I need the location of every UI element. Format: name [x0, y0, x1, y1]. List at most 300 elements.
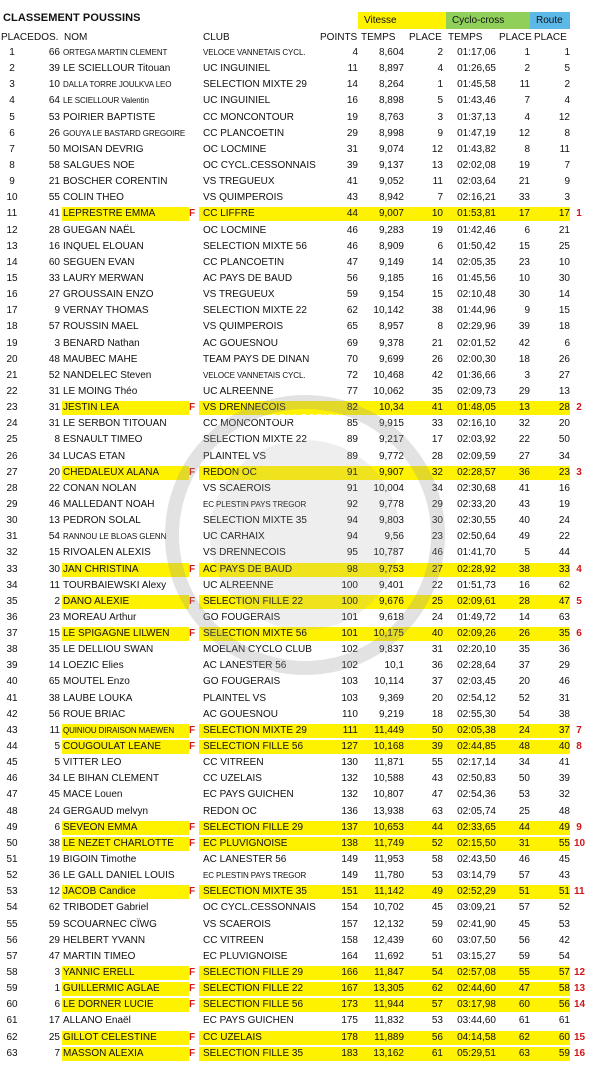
- row-name: PEDRON SOLAL: [63, 515, 141, 527]
- row-vitesse-place: 32: [431, 466, 443, 478]
- row-points: 82: [346, 402, 358, 414]
- row-vitesse-time: 8,763: [378, 111, 404, 123]
- row-place: 27: [6, 466, 18, 478]
- row-vitesse-time: 8,909: [378, 240, 404, 252]
- row-name: LE BIHAN CLEMENT: [63, 773, 160, 785]
- row-route-place: 23: [558, 466, 570, 478]
- row-vitesse-place: 20: [431, 692, 443, 704]
- row-club: SELECTION MIXTE 35: [203, 886, 307, 898]
- row-name: BENARD Nathan: [63, 337, 140, 349]
- row-name: SEVEON EMMA: [63, 821, 138, 833]
- row-club: SELECTION FILLE 56: [203, 999, 304, 1011]
- row-vitesse-time: 9,803: [378, 515, 404, 527]
- row-club: EC PLUVIGNOISE: [203, 837, 288, 849]
- table-row: [0, 368, 600, 384]
- row-cyclo-time: 02:55,30: [457, 708, 496, 720]
- row-club: GO FOUGERAIS: [203, 676, 281, 688]
- table-row: [0, 126, 600, 142]
- row-vitesse-time: 10,702: [373, 902, 404, 914]
- col-header-route-place: PLACE: [534, 32, 567, 43]
- row-vitesse-place: 40: [431, 628, 443, 640]
- row-vitesse-place: 61: [431, 1047, 443, 1059]
- row-club: VS SCAEROIS: [203, 482, 271, 494]
- col-header-dos: DOS.: [34, 32, 59, 43]
- table-row: [0, 142, 600, 158]
- row-vitesse-time: 12,132: [373, 918, 404, 930]
- row-vitesse-place: 60: [431, 934, 443, 946]
- table-row: [0, 497, 600, 513]
- row-dos: 35: [48, 644, 60, 656]
- row-girls-rank: 16: [574, 1047, 586, 1059]
- row-points: 47: [346, 256, 358, 268]
- row-cyclo-time: 01:48,05: [457, 402, 496, 414]
- row-points: 43: [346, 192, 358, 204]
- row-cyclo-time: 03:14,79: [457, 870, 496, 882]
- row-cyclo-place: 2: [524, 63, 530, 75]
- row-cyclo-place: 43: [518, 498, 530, 510]
- row-name: MAUBEC MAHE: [63, 353, 138, 365]
- row-club: CC UZELAIS: [203, 773, 262, 785]
- row-girls-rank: 2: [576, 402, 582, 414]
- row-points: 136: [341, 805, 358, 817]
- row-route-place: 29: [558, 660, 570, 672]
- row-cyclo-time: 02:28,64: [457, 660, 496, 672]
- row-route-place: 27: [558, 369, 570, 381]
- row-route-place: 33: [558, 563, 570, 575]
- row-cyclo-time: 02:33,20: [457, 498, 496, 510]
- row-vitesse-time: 10,807: [373, 789, 404, 801]
- row-route-place: 58: [558, 983, 570, 995]
- row-cyclo-place: 28: [518, 595, 530, 607]
- row-girl-flag: F: [188, 628, 196, 640]
- row-place: 48: [6, 805, 18, 817]
- row-dos: 54: [48, 531, 60, 543]
- table-row: [0, 1046, 600, 1062]
- row-dos: 31: [48, 418, 60, 430]
- row-dos: 3: [54, 337, 60, 349]
- row-girls-rank: 11: [574, 886, 585, 898]
- row-place: 63: [6, 1047, 18, 1059]
- row-cyclo-time: 02:16,21: [457, 192, 496, 204]
- row-place: 12: [6, 224, 18, 236]
- row-place: 14: [6, 256, 18, 268]
- row-route-place: 49: [558, 821, 570, 833]
- table-row: [0, 255, 600, 271]
- row-girls-rank: 10: [574, 837, 586, 849]
- row-cyclo-time: 02:03,92: [457, 434, 496, 446]
- row-cyclo-time: 02:09,59: [457, 450, 496, 462]
- row-name: BIGOIN Timothe: [63, 854, 137, 866]
- row-name: ORTEGA MARTIN CLEMENT: [63, 48, 168, 57]
- row-cyclo-place: 11: [519, 79, 530, 91]
- row-club: OC LOCMINE: [203, 224, 267, 236]
- col-header-club: CLUB: [203, 32, 230, 43]
- row-club: VS TREGUEUX: [203, 289, 275, 301]
- row-place: 22: [6, 385, 18, 397]
- row-place: 51: [6, 854, 18, 866]
- row-vitesse-place: 26: [431, 353, 443, 365]
- row-cyclo-place: 52: [518, 692, 530, 704]
- row-vitesse-time: 9,401: [378, 579, 404, 591]
- table-row: [0, 206, 600, 222]
- row-cyclo-time: 01:44,96: [457, 305, 496, 317]
- row-vitesse-time: 9,378: [378, 337, 404, 349]
- row-girls-rank: 15: [574, 1031, 586, 1043]
- row-place: 38: [6, 644, 18, 656]
- row-name: TOURBAIEWSKI Alexy: [63, 579, 167, 591]
- row-cyclo-place: 10: [518, 272, 530, 284]
- table-row: [0, 723, 600, 739]
- row-vitesse-time: 10,468: [373, 369, 404, 381]
- row-cyclo-time: 02:28,57: [457, 466, 496, 478]
- row-name: ROUE BRIAC: [63, 708, 126, 720]
- row-club: VELOCE VANNETAIS CYCL.: [203, 48, 306, 57]
- row-points: 130: [341, 757, 358, 769]
- row-route-place: 2: [564, 79, 570, 91]
- row-route-place: 5: [564, 63, 570, 75]
- row-name: DANO ALEXIE: [63, 595, 130, 607]
- row-points: 157: [341, 918, 358, 930]
- table-row: [0, 400, 600, 416]
- row-route-place: 54: [558, 950, 570, 962]
- row-place: 41: [6, 692, 18, 704]
- row-girls-rank: 13: [574, 983, 586, 995]
- row-cyclo-place: 14: [518, 611, 530, 623]
- row-name: MOUTEL Enzo: [63, 676, 130, 688]
- row-cyclo-time: 02:01,52: [457, 337, 496, 349]
- row-club: SELECTION MIXTE 22: [203, 434, 307, 446]
- row-dos: 17: [48, 1015, 60, 1027]
- row-cyclo-time: 02:50,64: [457, 531, 496, 543]
- row-club: SELECTION MIXTE 29: [203, 724, 307, 736]
- row-vitesse-place: 29: [431, 498, 443, 510]
- row-cyclo-time: 03:07,50: [457, 934, 496, 946]
- row-vitesse-time: 12,439: [373, 934, 404, 946]
- row-name: GROUSSAIN ENZO: [63, 289, 154, 301]
- row-vitesse-time: 10,175: [373, 628, 404, 640]
- row-vitesse-time: 10,787: [373, 547, 404, 559]
- row-vitesse-time: 11,780: [374, 870, 404, 882]
- row-vitesse-time: 8,604: [378, 47, 404, 58]
- table-row: [0, 707, 600, 723]
- row-name: LE GALL DANIEL LOUIS: [63, 870, 175, 882]
- row-cyclo-time: 02:03,64: [457, 176, 496, 188]
- row-club: SELECTION MIXTE 22: [203, 305, 307, 317]
- row-club: SELECTION FILLE 22: [203, 983, 304, 995]
- row-place: 45: [6, 757, 18, 769]
- row-vitesse-place: 17: [431, 434, 443, 446]
- row-place: 1: [9, 47, 15, 58]
- row-name: RIVOALEN ALEXIS: [63, 547, 151, 559]
- row-girl-flag: F: [188, 595, 196, 607]
- row-dos: 24: [48, 805, 60, 817]
- row-route-place: 30: [558, 272, 570, 284]
- row-girls-rank: 7: [576, 724, 582, 736]
- row-route-place: 6: [564, 337, 570, 349]
- row-route-place: 45: [558, 854, 570, 866]
- row-vitesse-place: 25: [431, 595, 443, 607]
- row-route-place: 50: [558, 434, 570, 446]
- row-girl-flag: F: [188, 402, 196, 414]
- row-club: EC PLUVIGNOISE: [203, 950, 288, 962]
- row-route-place: 12: [558, 111, 570, 123]
- row-points: 89: [346, 450, 358, 462]
- row-name: JACOB Candice: [63, 886, 136, 898]
- row-points: 173: [341, 999, 358, 1011]
- row-place: 9: [9, 176, 15, 188]
- row-route-place: 16: [558, 482, 570, 494]
- row-vitesse-time: 9,618: [378, 611, 404, 623]
- row-vitesse-time: 9,149: [378, 256, 404, 268]
- row-girls-rank: 6: [576, 628, 582, 640]
- row-name: SEGUEN EVAN: [63, 256, 135, 268]
- row-dos: 34: [48, 773, 60, 785]
- table-row: [0, 610, 600, 626]
- row-vitesse-time: 10,653: [373, 821, 404, 833]
- row-club: PLAINTEL VS: [203, 450, 266, 462]
- page-title: CLASSEMENT POUSSINS: [3, 12, 141, 24]
- row-cyclo-time: 01:43,82: [457, 143, 496, 155]
- row-name: MASSON ALEXIA: [63, 1047, 144, 1059]
- row-vitesse-time: 9,219: [378, 708, 404, 720]
- table-row: [0, 868, 600, 884]
- row-cyclo-place: 32: [518, 418, 530, 430]
- row-name: COUGOULAT LEANE: [63, 741, 161, 753]
- row-cyclo-time: 02:05,35: [457, 256, 496, 268]
- row-cyclo-time: 02:29,96: [457, 321, 496, 333]
- row-route-place: 52: [558, 902, 570, 914]
- row-vitesse-time: 9,907: [378, 466, 404, 478]
- row-vitesse-place: 45: [431, 902, 443, 914]
- row-dos: 5: [54, 757, 60, 769]
- table-row: [0, 465, 600, 481]
- row-cyclo-place: 33: [518, 192, 530, 204]
- row-route-place: 60: [558, 1031, 570, 1043]
- row-dos: 58: [48, 159, 60, 171]
- row-points: 56: [346, 272, 358, 284]
- row-place: 8: [9, 159, 15, 171]
- col-header-place: PLACE: [1, 32, 34, 43]
- row-points: 77: [346, 385, 358, 397]
- row-points: 70: [346, 353, 358, 365]
- row-vitesse-place: 33: [431, 418, 443, 430]
- table-row: [0, 884, 600, 900]
- row-cyclo-time: 02:33,65: [457, 821, 496, 833]
- row-route-place: 40: [558, 741, 570, 753]
- row-dos: 57: [48, 321, 60, 333]
- row-points: 31: [346, 143, 358, 155]
- table-row: [0, 287, 600, 303]
- row-name: SCOUARNEC CÏWG: [63, 918, 157, 930]
- row-points: 102: [341, 660, 358, 672]
- row-club: SELECTION FILLE 35: [203, 1047, 304, 1059]
- row-name: GILLOT CELESTINE: [63, 1031, 157, 1043]
- row-vitesse-place: 12: [431, 143, 443, 155]
- row-club: CC PLANCOETIN: [203, 256, 285, 268]
- row-name: LE DORNER LUCIE: [63, 999, 154, 1011]
- row-vitesse-place: 21: [431, 337, 443, 349]
- row-name: COLIN THEO: [63, 192, 124, 204]
- row-name: ROUSSIN MAEL: [63, 321, 139, 333]
- row-name: LE SERBON TITOUAN: [63, 418, 167, 430]
- row-route-place: 28: [558, 402, 570, 414]
- row-place: 6: [9, 127, 15, 139]
- row-name: MALLEDANT NOAH: [63, 498, 155, 510]
- row-route-place: 32: [558, 789, 570, 801]
- row-route-place: 43: [558, 870, 570, 882]
- row-vitesse-time: 11,871: [374, 757, 404, 769]
- row-cyclo-time: 02:17,14: [457, 757, 496, 769]
- row-dos: 27: [48, 289, 60, 301]
- table-row: [0, 77, 600, 93]
- row-points: 158: [341, 934, 358, 946]
- row-points: 167: [341, 983, 358, 995]
- row-vitesse-place: 15: [431, 289, 443, 301]
- row-cyclo-place: 47: [518, 983, 530, 995]
- row-place: 49: [6, 821, 18, 833]
- row-dos: 10: [48, 79, 60, 91]
- row-cyclo-place: 4: [524, 111, 530, 123]
- row-cyclo-time: 01:41,70: [457, 547, 496, 559]
- row-place: 21: [6, 369, 18, 381]
- row-route-place: 59: [558, 1047, 570, 1059]
- row-club: SELECTION FILLE 22: [203, 595, 304, 607]
- row-cyclo-place: 45: [518, 918, 530, 930]
- row-name: NANDELEC Steven: [63, 369, 152, 381]
- row-vitesse-time: 10,004: [373, 482, 404, 494]
- row-club: SELECTION FILLE 29: [203, 967, 304, 979]
- row-cyclo-place: 25: [518, 805, 530, 817]
- row-route-place: 25: [558, 240, 570, 252]
- row-vitesse-time: 13,305: [373, 983, 404, 995]
- row-vitesse-time: 10,142: [373, 305, 404, 317]
- row-points: 100: [341, 595, 358, 607]
- row-place: 46: [6, 773, 18, 785]
- row-cyclo-place: 31: [518, 837, 530, 849]
- row-place: 59: [6, 983, 18, 995]
- row-cyclo-place: 34: [518, 757, 530, 769]
- row-vitesse-place: 19: [431, 224, 443, 236]
- row-girl-flag: F: [188, 1031, 196, 1043]
- row-vitesse-time: 11,832: [374, 1015, 404, 1027]
- row-route-place: 56: [558, 999, 570, 1011]
- row-dos: 23: [48, 611, 60, 623]
- row-cyclo-time: 03:09,21: [457, 902, 496, 914]
- row-place: 7: [9, 143, 15, 155]
- table-row: [0, 594, 600, 610]
- row-route-place: 11: [559, 143, 570, 155]
- row-cyclo-place: 13: [518, 402, 530, 414]
- row-girl-flag: F: [188, 563, 196, 575]
- row-dos: 45: [48, 789, 60, 801]
- row-place: 23: [6, 402, 18, 414]
- row-club: AC PAYS DE BAUD: [203, 563, 293, 575]
- row-vitesse-time: 9,699: [378, 353, 404, 365]
- row-cyclo-time: 02:50,83: [457, 773, 496, 785]
- row-vitesse-place: 8: [437, 321, 443, 333]
- row-points: 100: [341, 579, 358, 591]
- row-vitesse-place: 30: [431, 515, 443, 527]
- row-cyclo-place: 23: [518, 256, 530, 268]
- row-cyclo-place: 5: [524, 547, 530, 559]
- row-place: 17: [6, 305, 18, 317]
- row-points: 164: [341, 950, 358, 962]
- row-cyclo-place: 57: [518, 870, 530, 882]
- row-route-place: 34: [558, 450, 570, 462]
- row-cyclo-place: 49: [518, 531, 530, 543]
- row-name: DALLA TORRE JOULKVA LEO: [63, 80, 172, 90]
- row-place: 36: [6, 611, 18, 623]
- table-row: [0, 174, 600, 190]
- col-header-vitesse-temps: TEMPS: [361, 32, 396, 43]
- row-place: 44: [6, 741, 18, 753]
- table-row: [0, 513, 600, 529]
- row-dos: 14: [48, 660, 60, 672]
- row-club: AC PAYS DE BAUD: [203, 272, 293, 284]
- row-vitesse-place: 42: [431, 369, 443, 381]
- row-points: 4: [352, 47, 358, 58]
- row-cyclo-time: 02:30,68: [457, 482, 496, 494]
- row-vitesse-place: 50: [431, 724, 443, 736]
- row-place: 52: [6, 870, 18, 882]
- results-table: [0, 45, 600, 1062]
- table-row: [0, 836, 600, 852]
- row-place: 61: [6, 1015, 18, 1027]
- row-name: QUINIOU DIRAISON MAEWEN: [63, 725, 175, 735]
- row-route-place: 55: [558, 837, 570, 849]
- col-header-points: POINTS: [320, 32, 358, 43]
- row-dos: 53: [48, 111, 60, 123]
- row-girls-rank: 1: [576, 208, 582, 220]
- row-points: 69: [346, 337, 358, 349]
- table-row: [0, 352, 600, 368]
- row-dos: 39: [48, 63, 60, 75]
- row-club: UC ALREENNE: [203, 579, 274, 591]
- table-row: [0, 691, 600, 707]
- col-header-cyclo-place: PLACE: [499, 32, 532, 43]
- row-cyclo-place: 21: [518, 176, 530, 188]
- row-cyclo-place: 54: [518, 708, 530, 720]
- row-club: CC MONCONTOUR: [203, 111, 294, 123]
- row-route-place: 63: [558, 611, 570, 623]
- row-route-place: 44: [558, 547, 570, 559]
- row-cyclo-time: 03:15,27: [457, 950, 496, 962]
- row-girls-rank: 8: [576, 741, 582, 753]
- row-cyclo-time: 01:50,42: [457, 240, 496, 252]
- row-vitesse-place: 10: [431, 208, 443, 220]
- row-cyclo-time: 02:15,50: [457, 837, 496, 849]
- row-route-place: 62: [558, 579, 570, 591]
- row-cyclo-place: 35: [518, 644, 530, 656]
- row-place: 29: [6, 498, 18, 510]
- row-name: TRIBODET Gabriel: [63, 902, 149, 914]
- row-cyclo-place: 27: [518, 450, 530, 462]
- row-points: 44: [346, 208, 358, 220]
- row-vitesse-time: 9,676: [378, 595, 404, 607]
- row-name: MOISAN DEVRIG: [63, 143, 144, 155]
- row-cyclo-time: 01:17,06: [457, 47, 496, 58]
- row-girl-flag: F: [188, 741, 196, 753]
- row-club: EC PLESTIN PAYS TREGOR: [203, 499, 307, 509]
- row-club: VS DRENNECOIS: [203, 547, 286, 559]
- row-club: UC CARHAIX: [203, 531, 265, 543]
- table-row: [0, 190, 600, 206]
- row-points: 59: [346, 289, 358, 301]
- row-dos: 21: [48, 176, 60, 188]
- row-place: 33: [6, 563, 18, 575]
- row-cyclo-time: 01:26,65: [457, 63, 496, 75]
- row-club: SELECTION MIXTE 35: [203, 515, 307, 527]
